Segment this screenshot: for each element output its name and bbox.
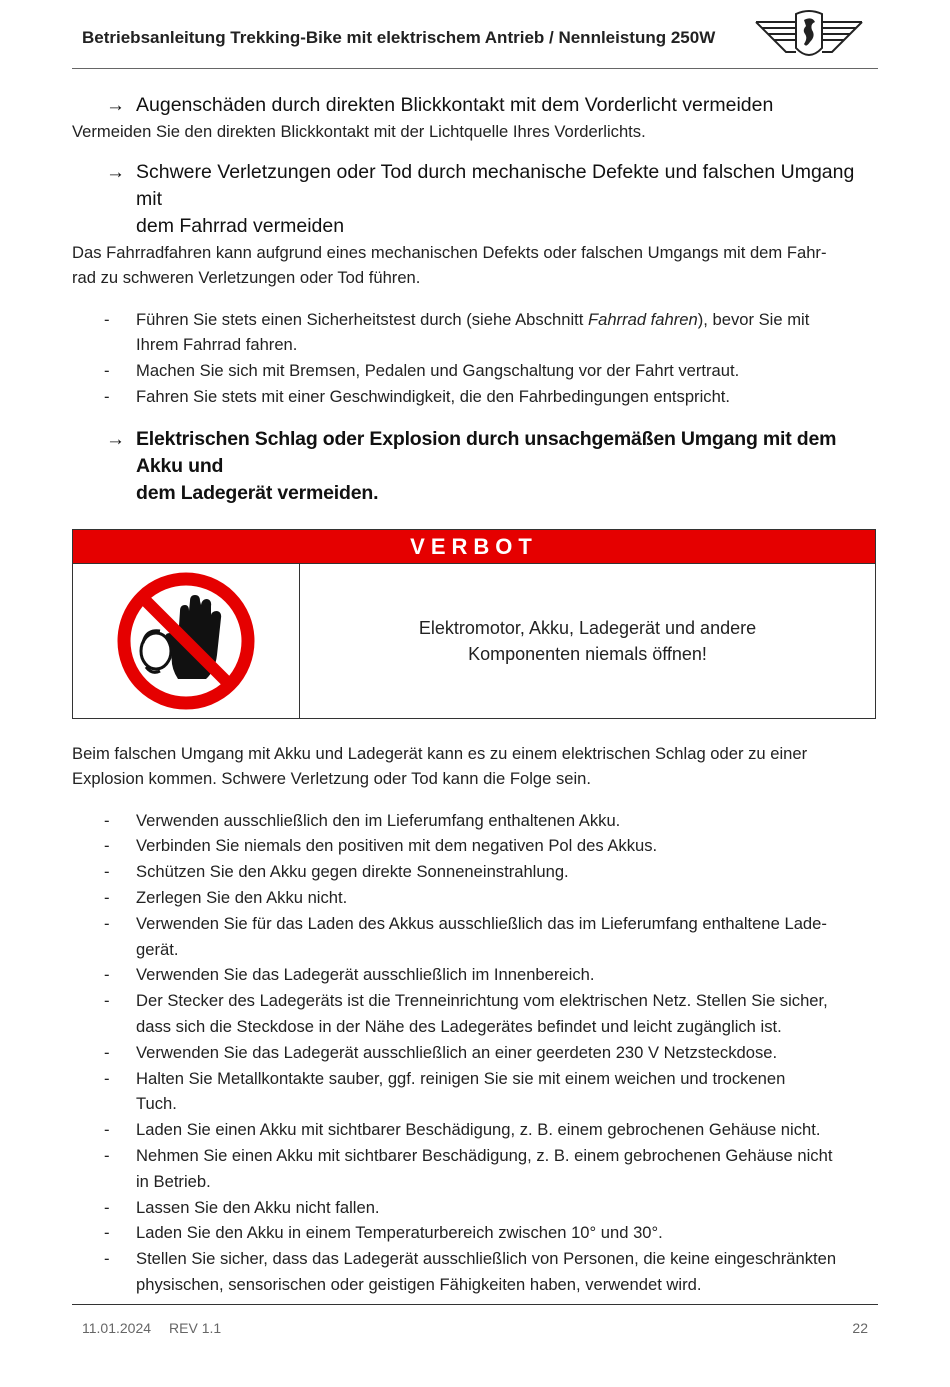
prohibition-icon-cell	[73, 564, 300, 718]
prohibition-notice	[72, 529, 876, 719]
section-heading-eye-damage: → Augenschäden durch direkten Blickkontakt mit dem Vorderlicht vermeiden	[72, 92, 878, 119]
list-item: - Verwenden ausschließlich den im Lieferumfang enthaltenen Akku.	[104, 810, 621, 830]
winged-logo-icon	[752, 8, 866, 62]
page-header	[72, 0, 878, 69]
prohibition-title: VERBOT	[73, 530, 875, 563]
list-item: - Fahren Sie stets mit einer Geschwindigkeit, die den Fahrbedingungen entspricht.	[104, 386, 731, 406]
list-item: - Verbinden Sie niemals den positiven mit dem negativen Pol des Akkus.	[104, 836, 658, 856]
paragraph: Beim falschen Umgang mit Akku und Ladegerät kann es zu einem elektrischen Schlag oder zu einer Explosion kommen. Schwere Verletzung oder Tod kann die Folge sein.	[72, 743, 808, 789]
page-footer	[72, 1304, 878, 1336]
page-content	[72, 92, 878, 1314]
list-item: - Laden Sie den Akku in einem Temperaturbereich zwischen 10° und 30°.	[104, 1223, 663, 1243]
list-item: - Verwenden Sie das Ladegerät ausschließlich an einer geerdeten 230 V Netzsteckdose.	[104, 1042, 778, 1062]
list-item: - Verwenden Sie das Ladegerät ausschließlich im Innenbereich.	[104, 965, 595, 985]
footer-revision: REV 1.1	[169, 1320, 222, 1336]
paragraph: Vermeiden Sie den direkten Blickkontakt mit der Lichtquelle Ihres Vorderlichts.	[72, 122, 646, 141]
list-item: - Halten Sie Metallkontakte sauber, ggf. reinigen Sie sie mit einem weichen und trockenen Tuch.	[104, 1068, 786, 1114]
list-item: - Lassen Sie den Akku nicht fallen.	[104, 1197, 380, 1217]
document-title: Betriebsanleitung Trekking-Bike mit elektrischem Antrieb / Nennleistung 250W	[82, 28, 716, 47]
paragraph: Das Fahrradfahren kann aufgrund eines mechanischen Defekts oder falschen Umgangs mit dem Fahr- rad zu schweren Verletzungen oder Tod führen.	[72, 242, 827, 287]
arrow-right-icon: →	[106, 161, 125, 183]
footer-date: 11.01.2024	[82, 1320, 152, 1336]
prohibition-body	[73, 563, 875, 718]
page-number: 22	[852, 1320, 868, 1336]
prohibition-text: Elektromotor, Akku, Ladegerät und andere Komponenten niemals öffnen!	[418, 617, 757, 664]
list-item: - Stellen Sie sicher, dass das Ladegerät ausschließlich von Personen, die keine eingeschränkten physischen, sensorischen oder geistigen Fähigkeiten haben, verwendet wird.	[104, 1249, 837, 1295]
list-item: - Zerlegen Sie den Akku nicht.	[104, 888, 348, 908]
prohibition-stop-hand-icon	[116, 571, 256, 711]
list-item: - Führen Sie stets einen Sicherheitstest durch (siehe Abschnitt Fahrrad fahren), bevor Sie mit Ihrem Fahrrad fahren.	[104, 309, 810, 355]
section-heading-mechanical-defects: → Schwere Verletzungen oder Tod durch mechanische Defekte und falschen Umgang mit dem Fahrrad vermeiden	[106, 160, 855, 237]
list-item: - Schützen Sie den Akku gegen direkte Sonneneinstrahlung.	[104, 862, 569, 882]
section-reference: Fahrrad fahren	[587, 309, 698, 329]
battery-safety-list	[72, 808, 878, 1298]
list-item: - Laden Sie einen Akku mit sichtbarer Beschädigung, z. B. einem gebrochenen Gehäuse nicht.	[104, 1120, 821, 1140]
footer-meta	[82, 1320, 221, 1336]
list-item: - Nehmen Sie einen Akku mit sichtbarer Beschädigung, z. B. einem gebrochenen Gehäuse nicht in Betrieb.	[104, 1146, 833, 1191]
list-item: - Der Stecker des Ladegeräts ist die Trenneinrichtung vom elektrischen Netz. Stellen Sie sicher, dass sich die Steckdose in der Nähe des Ladegerätes befindet und leicht zugänglich ist.	[104, 991, 828, 1037]
list-item: - Machen Sie sich mit Bremsen, Pedalen und Gangschaltung vor der Fahrt vertraut.	[104, 361, 740, 381]
safety-list	[72, 307, 878, 410]
arrow-right-icon: →	[106, 95, 125, 116]
arrow-right-icon: →	[106, 428, 125, 450]
list-item: - Verwenden Sie für das Laden des Akkus ausschließlich das im Lieferumfang enthaltene Lade- gerät.	[104, 913, 827, 959]
section-heading-electric-shock: → Elektrischen Schlag oder Explosion durch unsachgemäßen Umgang mit dem Akku und dem Ladegerät vermeiden.	[106, 427, 837, 504]
